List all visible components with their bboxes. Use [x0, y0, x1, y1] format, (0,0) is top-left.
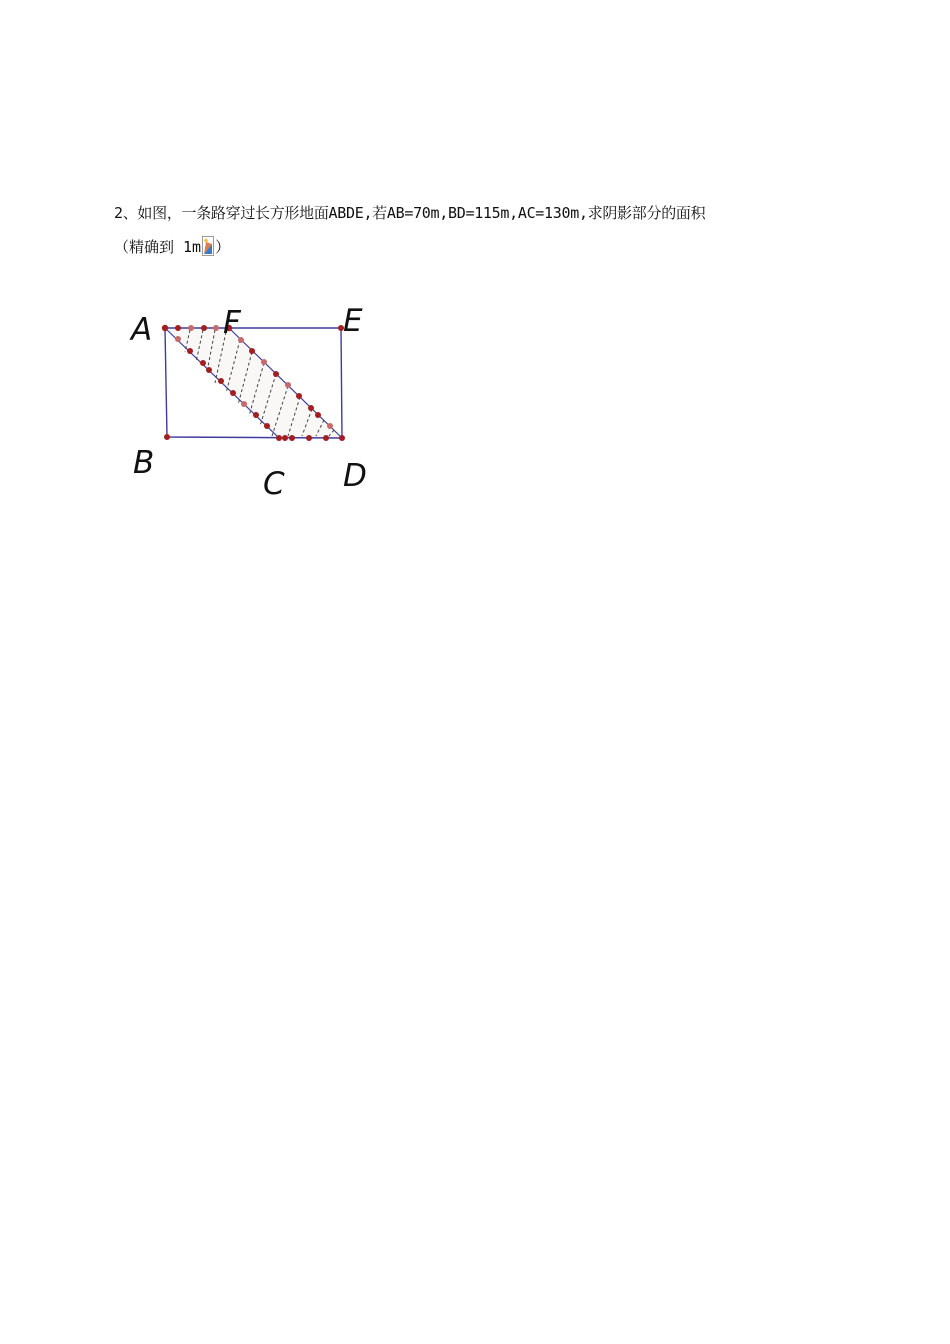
geometry-figure: [120, 295, 390, 505]
precision-note-prefix: （精确到 1m: [114, 238, 202, 256]
problem-statement: 2、如图，一条路穿过长方形地面ABDE,若AB=70m,BD=115m,AC=130m,求阴影部分的面积: [114, 204, 706, 222]
label-a: A: [131, 312, 153, 348]
label-f: F: [223, 305, 241, 341]
shaded-road-region: [165, 328, 342, 438]
square-meter-superscript-icon: [202, 236, 214, 256]
label-d: D: [343, 458, 367, 494]
precision-note: [114, 236, 230, 257]
label-b: B: [133, 445, 155, 481]
label-c: C: [263, 466, 285, 502]
label-e: E: [343, 303, 363, 339]
precision-note-suffix: ）: [215, 238, 231, 256]
